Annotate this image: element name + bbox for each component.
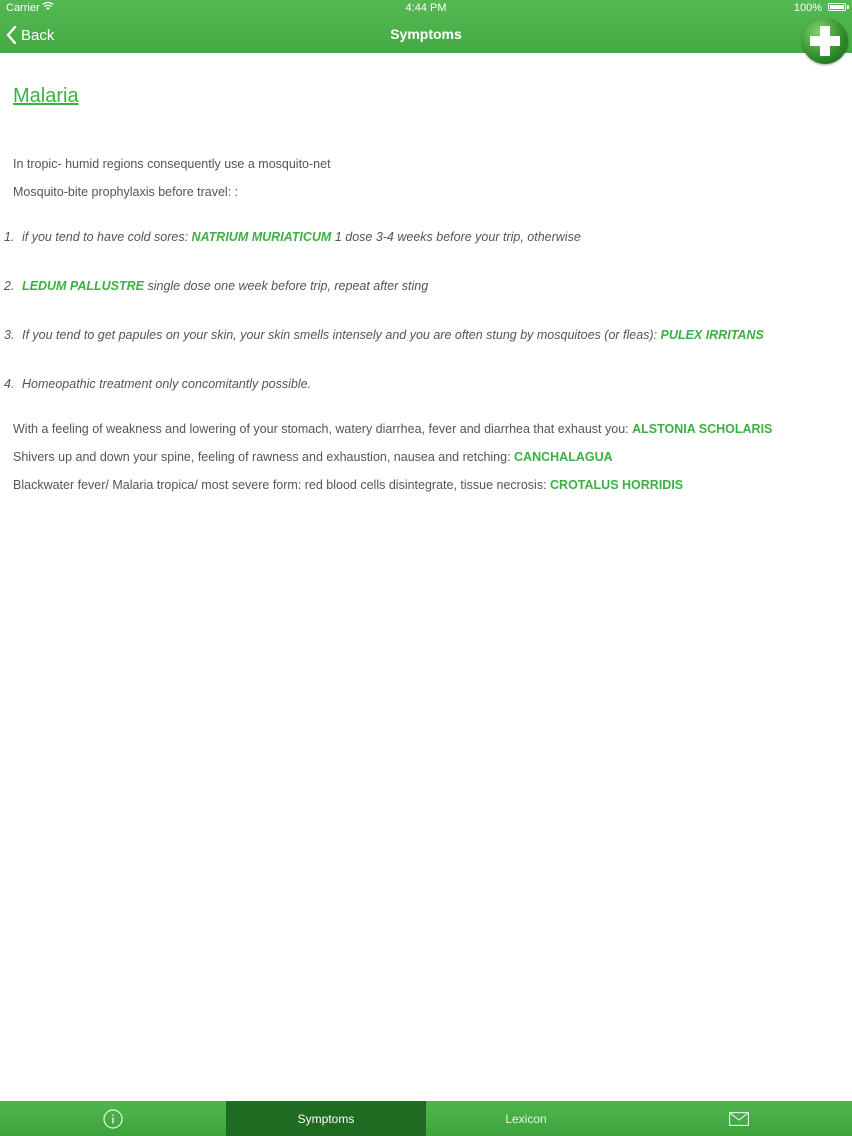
- remedy-link[interactable]: ALSTONIA SCHOLARIS: [632, 422, 773, 436]
- symptom-line: [13, 450, 613, 464]
- battery-icon: [828, 3, 846, 11]
- tab-bar: [0, 1101, 852, 1136]
- list-item: [4, 230, 581, 244]
- symptom-text: Shivers up and down your spine, feeling of rawness and exhaustion, nausea and retching:: [13, 450, 515, 464]
- remedy-link[interactable]: CANCHALAGUA: [514, 450, 613, 464]
- tab-info[interactable]: [0, 1101, 226, 1136]
- list-number: 4.: [4, 377, 15, 391]
- symptom-line: [13, 422, 772, 436]
- page-title-bar: Symptoms: [390, 26, 462, 42]
- back-label: Back: [21, 26, 55, 44]
- tab-mail[interactable]: [626, 1101, 852, 1136]
- navigation-bar: [0, 0, 852, 53]
- symptom-line: [13, 478, 683, 492]
- article-title[interactable]: Malaria: [13, 85, 79, 107]
- tab-symptoms[interactable]: [226, 1101, 426, 1136]
- tab-lexicon[interactable]: [426, 1101, 626, 1136]
- list-item: [4, 377, 311, 391]
- battery-percent: 100%: [793, 2, 822, 14]
- list-number: 3.: [4, 328, 15, 342]
- battery-tip: [847, 5, 849, 9]
- info-icon: [103, 1109, 123, 1129]
- tab-symptoms-label: Symptoms: [297, 1111, 355, 1126]
- list-number: 2.: [4, 279, 15, 293]
- list-item: [4, 279, 428, 293]
- list-item: [4, 328, 764, 342]
- tab-lexicon-label: Lexicon: [505, 1111, 547, 1126]
- green-cross-globe-icon[interactable]: [802, 18, 848, 64]
- list-text: if you tend to have cold sores:: [22, 230, 192, 244]
- status-time: 4:44 PM: [405, 2, 447, 14]
- intro-line-1: In tropic- humid regions consequently use a mosquito-net: [13, 157, 331, 171]
- intro-line-2: Mosquito-bite prophylaxis before travel: :: [13, 185, 239, 199]
- list-number: 1.: [4, 230, 15, 244]
- mail-icon: [729, 1112, 749, 1126]
- list-text: single dose one week before trip, repeat after sting: [144, 279, 429, 293]
- carrier-label: Carrier: [6, 2, 40, 14]
- list-text: 1 dose 3-4 weeks before your trip, otherwise: [331, 230, 581, 244]
- list-text: If you tend to get papules on your skin, your skin smells intensely and you are often stung by mosquitoes (or fleas):: [22, 328, 661, 342]
- symptom-text: With a feeling of weakness and lowering of your stomach, watery diarrhea, fever and diarrhea that exhaust you:: [13, 422, 633, 436]
- remedy-link[interactable]: NATRIUM MURIATICUM: [191, 230, 332, 244]
- symptom-text: Blackwater fever/ Malaria tropica/ most severe form: red blood cells disintegrate, tissue necrosis:: [13, 478, 551, 492]
- list-text: Homeopathic treatment only concomitantly possible.: [22, 377, 312, 391]
- remedy-link[interactable]: CROTALUS HORRIDIS: [550, 478, 684, 492]
- remedy-link[interactable]: PULEX IRRITANS: [660, 328, 764, 342]
- remedy-link[interactable]: LEDUM PALLUSTRE: [22, 279, 144, 293]
- status-bar: [0, 0, 852, 16]
